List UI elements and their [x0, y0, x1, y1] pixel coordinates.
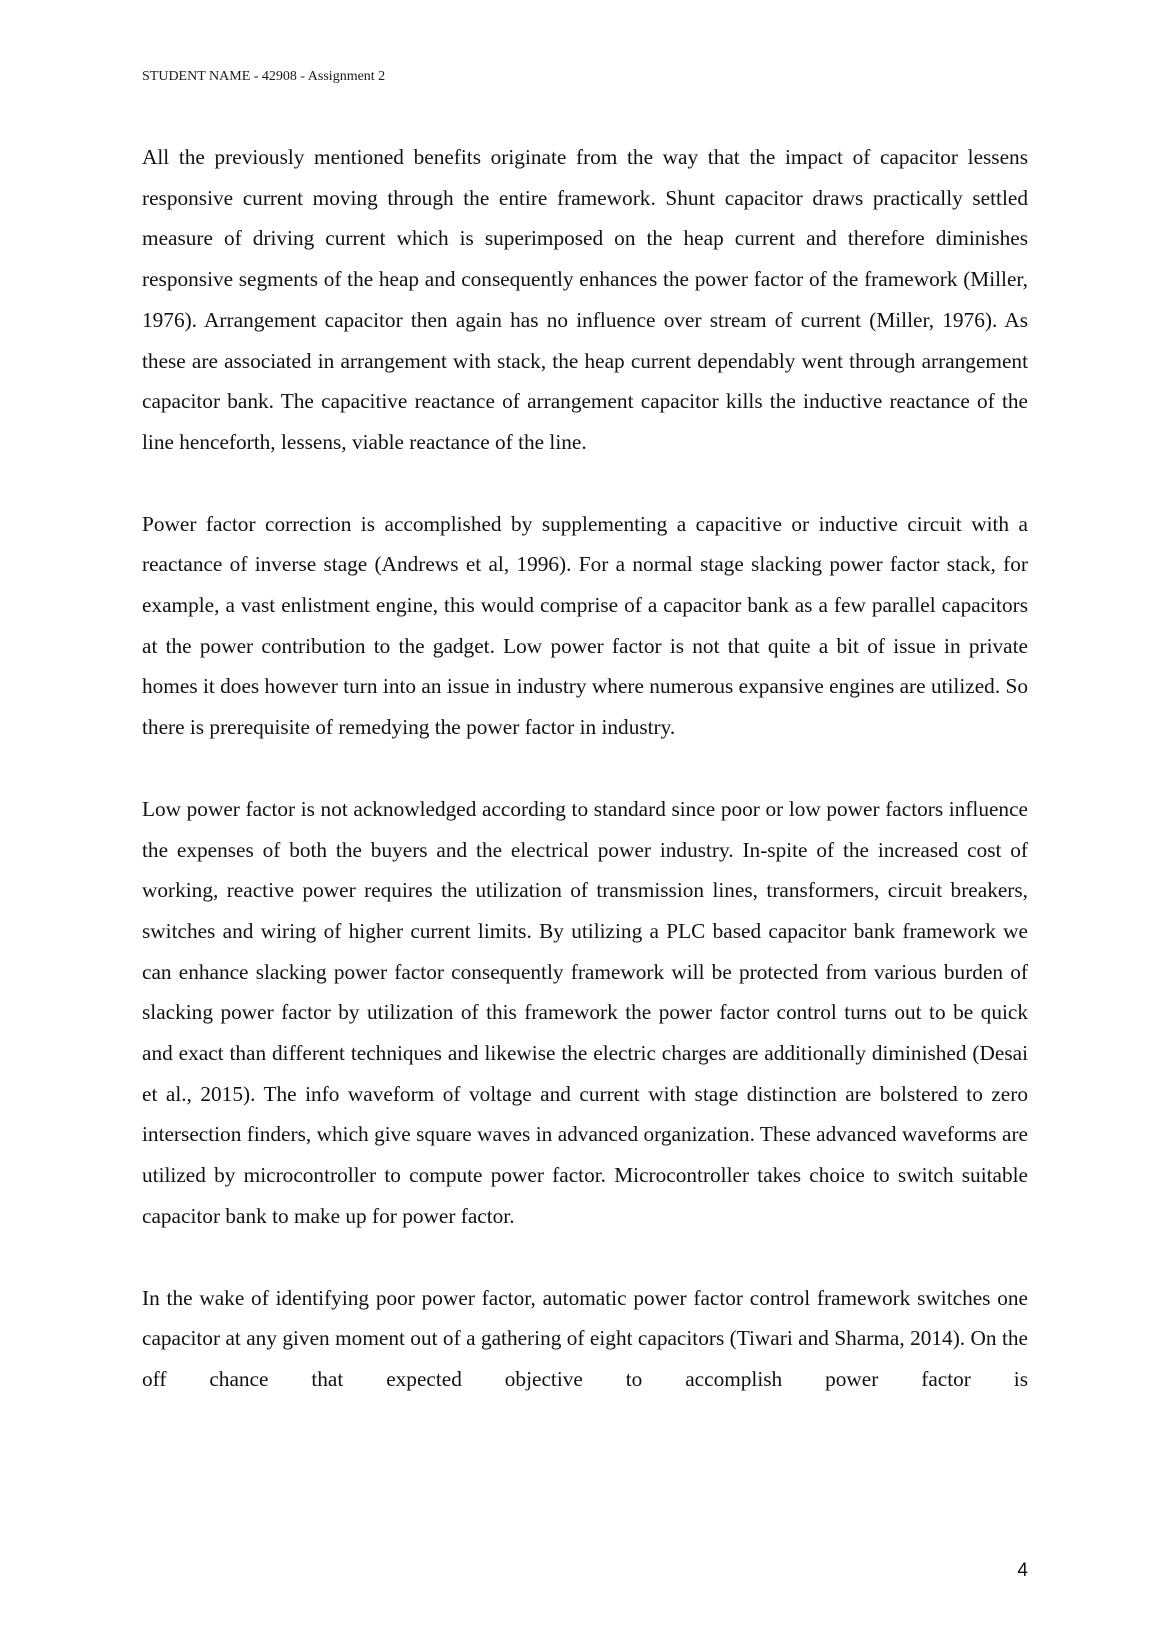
paragraph-3: Low power factor is not acknowledged according to standard since poor or low power factors influence the expenses of both the buyers and the electrical power industry. In-spite of the increased cost of working, reactive power requires the utilization of transmission lines, transformers, circuit breakers, switches and wiring of higher current limits. By utilizing a PLC based capacitor bank framework we can enhance slacking power factor consequently framework will be protected from various burden of slacking power factor by utilization of this framework the power factor control turns out to be quick and exact than different techniques and likewise the electric charges are additionally diminished (Desai et al., 2015). The info waveform of voltage and current with stage distinction are bolstered to zero intersection finders, which give square waves in advanced organization. These advanced waveforms are utilized by microcontroller to compute power factor. Microcontroller takes choice to switch suitable capacitor bank to make up for power factor. [142, 796, 1028, 1228]
running-header: STUDENT NAME - 42908 - Assignment 2 [142, 69, 386, 84]
paragraph-1: All the previously mentioned benefits originate from the way that the impact of capacitor lessens responsive current moving through the entire framework. Shunt capacitor draws practically settled measure of driving current which is superimposed on the heap current and therefore diminishes responsive segments of the heap and consequently enhances the power factor of the framework (Miller, 1976). Arrangement capacitor then again has no influence over stream of current (Miller, 1976). As these are associated in arrangement with stack, the heap current dependably went through arrangement capacitor bank. The capacitive reactance of arrangement capacitor kills the inductive reactance of the line henceforth, lessens, viable reactance of the line. [142, 145, 1028, 454]
paragraph-4: In the wake of identifying poor power factor, automatic power factor control framework switches one capacitor at any given moment out of a gathering of eight capacitors (Tiwari and Sharma, 2014). On the off chance that expected objective to accomplish power factor is [142, 1285, 1028, 1391]
body-text [142, 137, 1028, 1441]
paragraph-2: Power factor correction is accomplished by supplementing a capacitive or inductive circuit with a reactance of inverse stage (Andrews et al, 1996). For a normal stage slacking power factor stack, for example, a vast enlistment engine, this would comprise of a capacitor bank as a few parallel capacitors at the power contribution to the gadget. Low power factor is not that quite a bit of issue in private homes it does however turn into an issue in industry where numerous expansive engines are utilized. So there is prerequisite of remedying the power factor in industry. [142, 511, 1028, 740]
page-number: 4 [1017, 1560, 1028, 1581]
